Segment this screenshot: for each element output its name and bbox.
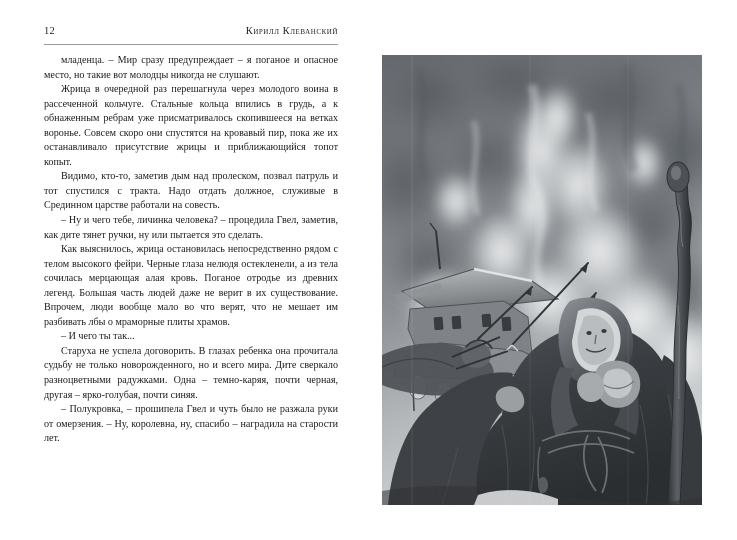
- left-page: [0, 0, 368, 540]
- paragraph: Как выяснилось, жрица остановилась непосредственно рядом с телом высокого фейри. Черные глаза нелюдя остекленели, а из тела сочилась мерцающая алая кровь. Поганое отродье из древних легенд. Большая часть людей даже не верит в их существование. Впрочем, люди вообще мало во что верят, что не мешает им разбивать лбы о мраморные плиты храмов.: [44, 244, 338, 328]
- paper-grain: [382, 55, 702, 505]
- body-text-column: [44, 54, 338, 447]
- paragraph: Жрица в очередной раз перешагнула через молодого воина в рассеченной кольчуге. Стальные кольца впились в грудь, а к обнаженным ребрам уже присматривалось скопившееся на ветках воронье. Совсем скоро они спустятся на кровавый пир, пока же их останавливало присутствие жрицы и приближающийся топот копыт.: [44, 84, 338, 168]
- header-rule: [44, 44, 338, 45]
- author-name: Кирилл Клеванский: [245, 26, 338, 37]
- paragraph: – Ну и чего тебе, личинка человека? – процедила Гвел, заметив, как дите тянет ручки, ну или пытается это сделать.: [44, 215, 338, 241]
- paragraph: Старуха не успела договорить. В глазах ребенка она прочитала судьбу не только новорожденного, но и всего мира. Дите сверкало разноцветными радужками. Одна – темно-каряя, почти черная, другая – ярко-голубая, почти синяя.: [44, 345, 338, 401]
- running-head: [44, 26, 338, 37]
- paragraph: младенца. – Мир сразу предупреждает – я поганое и опасное место, но такие вот молодцы никогда не слушают.: [44, 55, 338, 81]
- illustration-artwork: [382, 55, 702, 505]
- page-number: 12: [44, 26, 56, 37]
- paragraph: – И чего ты так...: [61, 331, 135, 343]
- paragraph: Видимо, кто-то, заметив дым над пролеском, позвал патруль и тот спустился с тракта. Надо отдать должное, служивые в Срединном царстве работали на совесть.: [44, 171, 338, 212]
- illustration-image: [382, 55, 702, 505]
- right-page: [368, 0, 737, 540]
- paragraph: – Полукровка, – прошипела Гвел и чуть было не разжала руки от омерзения. – Ну, королевна, ну, спасибо – наградила на старости лет.: [44, 404, 338, 445]
